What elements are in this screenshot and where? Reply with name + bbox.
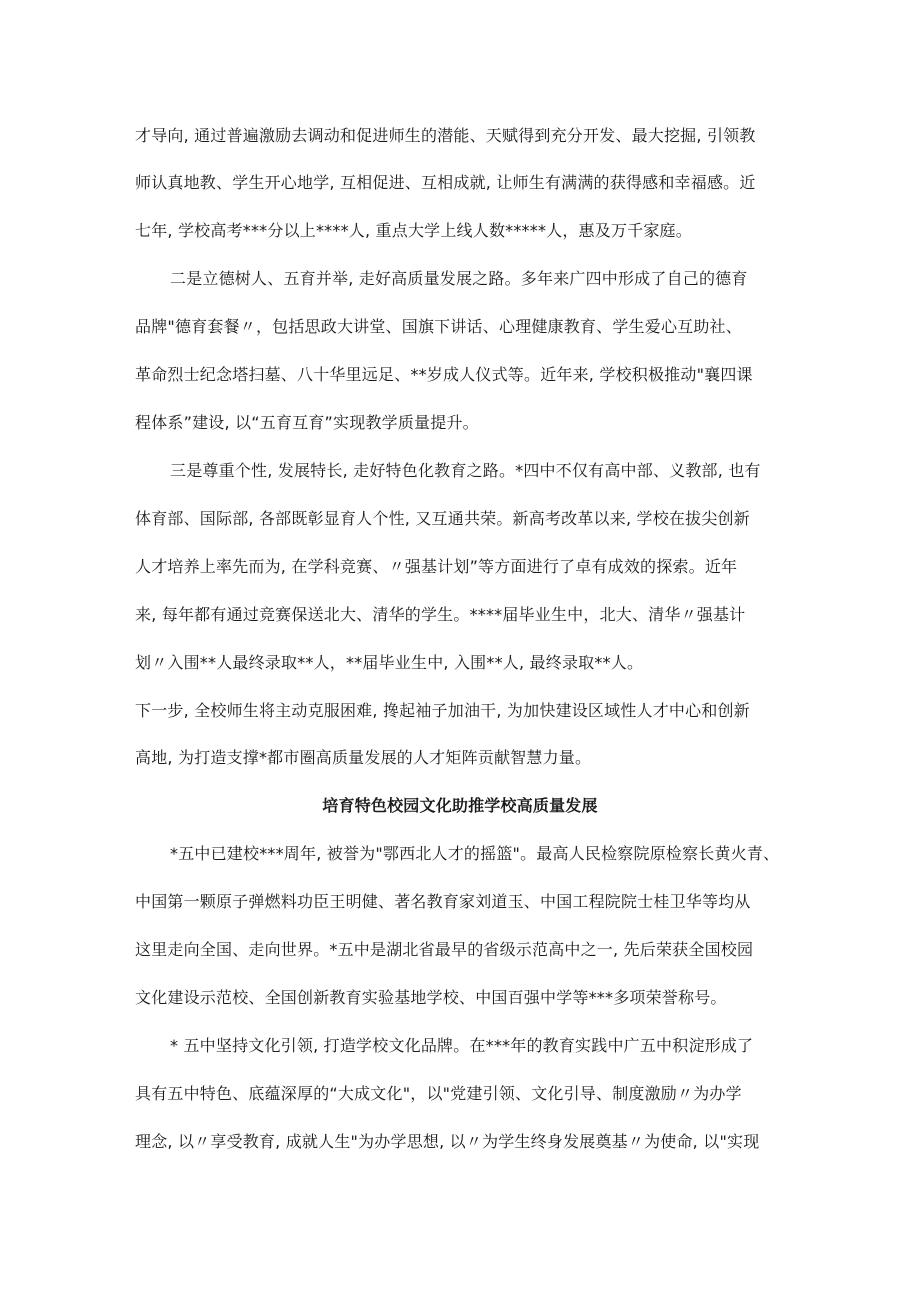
- section-heading: 培育特色校园文化助推学校高质量发展: [322, 796, 598, 815]
- paragraph-line: 下一步, 全校师生将主动克服困难, 搀起袖子加油干, 为加快建设区域性人才中心和创新: [135, 701, 750, 720]
- paragraph-line: 三是尊重个性, 发展特长, 走好特色化教育之路。*四中不仅有高中部、义教部, 也有: [170, 461, 761, 480]
- paragraph-line: 程体系”建设, 以“五育互育”实现教学质量提升。: [135, 413, 479, 432]
- paragraph-line: 品牌"德育套餐〃，包括思政大讲堂、国旗下讲话、心理健康教育、学生爱心互助社、: [135, 317, 742, 336]
- paragraph-line: 来, 每年都有通过竞赛保送北大、清华的学生。****届毕业生中，北大、清华〃强基计: [135, 605, 746, 624]
- paragraph-line: 人才培养上率先而为, 在学科竞赛、〃强基计划”等方面进行了卓有成效的探索。近年: [135, 557, 738, 576]
- paragraph-line: 高地, 为打造支撑*都市圈高质量发展的人才矩阵贡献智慧力量。: [135, 748, 592, 767]
- paragraph-line: 这里走向全国、走向世界。*五中是湖北省最早的省级示范高中之一, 先后荣获全国校园: [135, 940, 754, 959]
- paragraph-line: 二是立德树人、五育并举, 走好高质量发展之路。多年来广四中形成了自己的德育: [170, 269, 748, 288]
- paragraph-line: 革命烈士纪念塔扫墓、八十华里远足、**岁成人仪式等。近年来, 学校积极推动"襄四课: [135, 365, 753, 384]
- paragraph-line: 理念, 以〃享受教育, 成就人生"为办学思想, 以〃为学生终身发展奠基〃为使命, 以"实现: [135, 1132, 760, 1151]
- paragraph-line: 划〃入围**人最终录取**人，**届毕业生中, 入围**人, 最终录取**人。: [135, 653, 644, 672]
- paragraph-line: 体育部、国际部, 各部既彰显育人个性, 又互通共荣。新高考改革以来, 学校在拔尖创新: [135, 509, 750, 528]
- paragraph-line: 师认真地教、学生开心地学, 互相促进、互相成就, 让师生有满满的获得感和幸福感。近: [135, 173, 756, 192]
- paragraph-line: 文化建设示范校、全国创新教育实验基地学校、中国百强中学等***多项荣誉称号。: [135, 988, 727, 1007]
- paragraph-line: 具有五中特色、底蕴深厚的“大成文化"，以"党建引领、文化引导、制度激励〃为办学: [135, 1084, 742, 1103]
- paragraph-line: *五中已建校***周年, 被誉为"鄂西北人才的摇篮"。最高人民检察院原检察长黄火青、: [170, 844, 780, 863]
- paragraph-line: * 五中坚持文化引领, 打造学校文化品牌。在***年的教育实践中广五中积淀形成了: [170, 1036, 754, 1055]
- paragraph-line: 七年, 学校高考***分以上****人, 重点大学上线人数*****人，惠及万千家庭。: [135, 221, 692, 240]
- paragraph-line: 中国第一颗原子弹燃料功臣王明健、著名教育家刘道玉、中国工程院院士桂卫华等均从: [135, 892, 751, 911]
- paragraph-line: 才导向, 通过普遍激励去调动和促进师生的潜能、天赋得到充分开发、最大挖掘, 引领教: [135, 126, 756, 145]
